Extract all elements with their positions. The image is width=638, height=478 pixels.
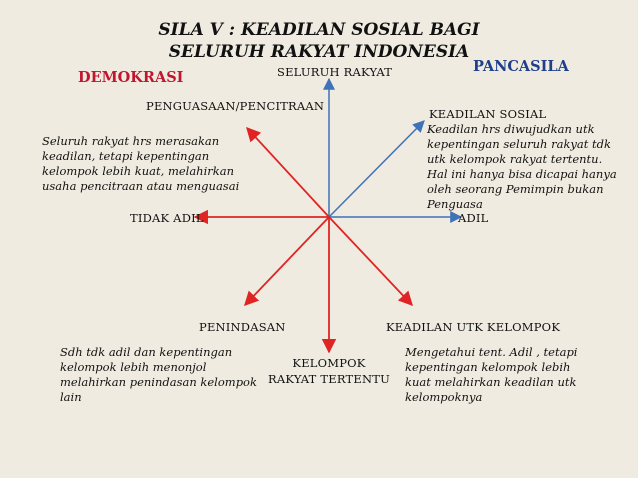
title-line-2: SELURUH RAKYAT INDONESIA [168,42,470,62]
label-adil: ADIL [458,211,489,225]
desc-upper-right: Keadilan hrs diwujudkan utk kepentingan seluruh rakyat tdk utk kelompok rakyat tertentu. Hal ini hanya bisa dicapai hanya oleh seorang Pemimpin bukan Penguasa [427,122,617,211]
label-keadilan-sosial: KEADILAN SOSIAL [429,107,547,121]
heading-demokrasi: DEMOKRASI [78,69,184,86]
arrow-lower-right [329,217,412,305]
arrow-lower-left [245,217,329,305]
desc-lower-right: Mengetahui tent. Adil , tetapi kepentingan kelompok lebih kuat melahirkan keadilan utk kelompoknya [405,345,578,404]
heading-pancasila: PANCASILA [473,58,569,75]
label-keadilan-utk-kelompok: KEADILAN UTK KELOMPOK [386,320,561,334]
title-line-1: SILA V : KEADILAN SOSIAL BAGI [158,20,480,40]
label-seluruh-rakyat: SELURUH RAKYAT [277,65,393,79]
desc-upper-left: Seluruh rakyat hrs merasakan keadilan, tetapi kepentingan kelompok lebih kuat, melahirkan usaha pencitraan atau menguasai [42,134,240,193]
arrow-upper-left [247,128,329,217]
label-kelompok-rakyat-tertentu: KELOMPOK RAKYAT TERTENTU [268,356,390,386]
label-penindasan: PENINDASAN [199,320,286,334]
arrow-upper-right [329,121,424,217]
desc-lower-left: Sdh tdk adil dan kepentingan kelompok lebih menonjol melahirkan penindasan kelompok lain [60,345,257,404]
label-penguasaan-pencitraan: PENGUASAAN/PENCITRAAN [146,99,325,113]
label-tidak-adil: TIDAK ADIL [130,211,204,225]
